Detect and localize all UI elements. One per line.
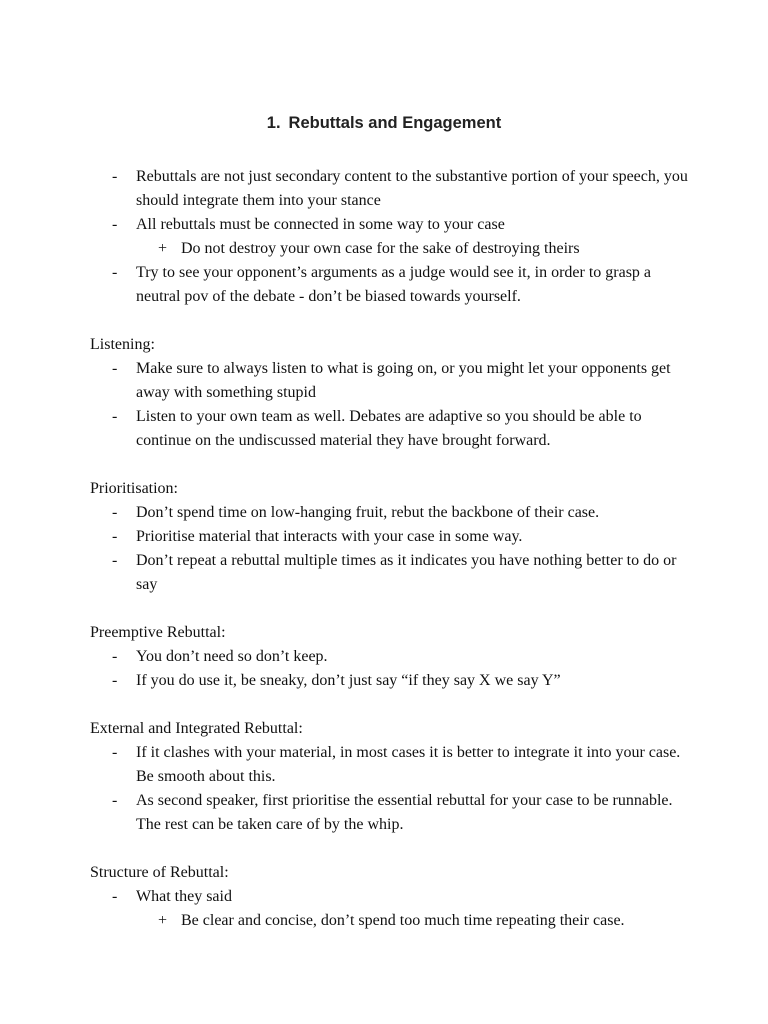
list-item [90, 501, 690, 525]
dash-bullet: - [112, 504, 118, 521]
list-item-text: Prioritise material that interacts with your case in some way. [136, 528, 523, 545]
dash-bullet: - [112, 264, 118, 281]
intro-list [90, 165, 690, 309]
list-item [90, 549, 690, 597]
dash-bullet: - [112, 792, 118, 809]
dash-bullet: - [112, 528, 118, 545]
list-item-text: What they said [136, 888, 232, 905]
list-item-text: If you do use it, be sneaky, don’t just say “if they say X we say Y” [136, 672, 561, 689]
list-item-text: Try to see your opponent’s arguments as a judge would see it, in order to grasp a neutral pov of the debate - don’t be biased towards yourself. [136, 264, 652, 305]
section-prioritisation [90, 477, 690, 597]
dash-bullet: - [112, 744, 118, 761]
list-item-text: All rebuttals must be connected in some way to your case [136, 216, 505, 233]
list-item [90, 669, 690, 693]
sub-list-item [90, 909, 690, 933]
dash-bullet: - [112, 168, 118, 185]
dash-bullet: - [112, 408, 118, 425]
section-preemptive-rebuttal [90, 621, 690, 693]
sub-list-item [90, 237, 690, 261]
title-text: Rebuttals and Engagement [288, 114, 502, 132]
list-item [90, 645, 690, 669]
sub-list-item-text: Be clear and concise, don’t spend too much time repeating their case. [181, 912, 625, 929]
dash-bullet: - [112, 360, 118, 377]
document-body [90, 165, 690, 933]
spacer [90, 309, 690, 333]
plus-bullet: + [158, 912, 168, 929]
list-item [90, 525, 690, 549]
section-listening [90, 333, 690, 453]
list-item [90, 165, 690, 213]
list-item [90, 741, 690, 789]
title-number: 1. [266, 114, 281, 132]
list-item-text: You don’t need so don’t keep. [136, 648, 328, 665]
list-item-text: If it clashes with your material, in most cases it is better to integrate it into your case. Be smooth about this. [136, 744, 681, 785]
section-heading: External and Integrated Rebuttal: [90, 720, 303, 737]
spacer [90, 837, 690, 861]
section-external-integrated-rebuttal [90, 717, 690, 837]
list-item [90, 405, 690, 453]
list-item [90, 789, 690, 837]
list-item-text: Don’t spend time on low-hanging fruit, rebut the backbone of their case. [136, 504, 600, 521]
list-item-text: As second speaker, first prioritise the essential rebuttal for your case to be runnable. The rest can be taken care of by the whip. [136, 792, 673, 833]
spacer [90, 597, 690, 621]
sub-list-item-text: Do not destroy your own case for the sake of destroying theirs [181, 240, 580, 257]
list-item-text: Make sure to always listen to what is going on, or you might let your opponents get away with something stupid [136, 360, 671, 401]
list-item-text: Don’t repeat a rebuttal multiple times as it indicates you have nothing better to do or say [136, 552, 677, 593]
list-item [90, 357, 690, 405]
spacer [90, 453, 690, 477]
dash-bullet: - [112, 216, 118, 233]
dash-bullet: - [112, 648, 118, 665]
plus-bullet: + [158, 240, 168, 257]
spacer [90, 693, 690, 717]
dash-bullet: - [112, 672, 118, 689]
list-item-text: Rebuttals are not just secondary content to the substantive portion of your speech, you should integrate them into your stance [136, 168, 688, 209]
list-item [90, 885, 690, 909]
dash-bullet: - [112, 888, 118, 905]
section-structure-of-rebuttal [90, 861, 690, 933]
list-item [90, 213, 690, 237]
page-title [0, 114, 768, 133]
section-heading: Structure of Rebuttal: [90, 864, 229, 881]
section-heading: Prioritisation: [90, 480, 178, 497]
section-heading: Preemptive Rebuttal: [90, 624, 226, 641]
list-item-text: Listen to your own team as well. Debates are adaptive so you should be able to continue on the undiscussed material they have brought forward. [136, 408, 642, 449]
list-item [90, 261, 690, 309]
dash-bullet: - [112, 552, 118, 569]
section-heading: Listening: [90, 336, 155, 353]
